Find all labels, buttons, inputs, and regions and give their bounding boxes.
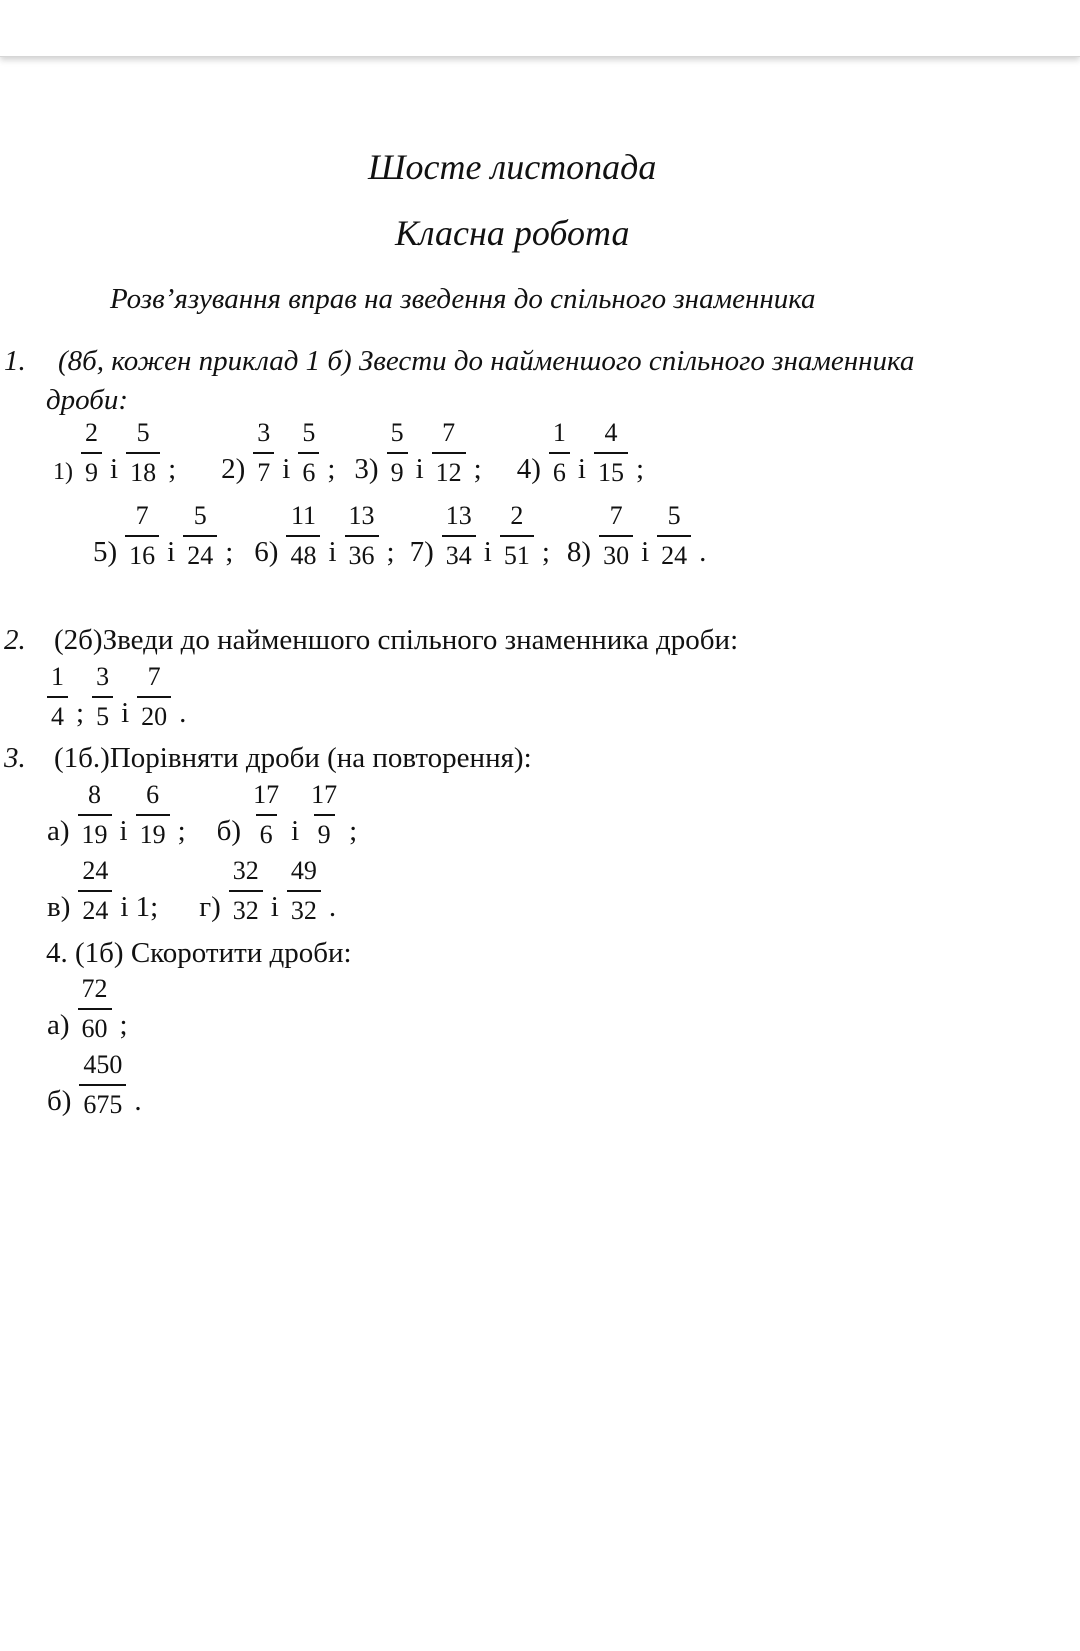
denominator: 24 bbox=[183, 535, 217, 569]
numerator: 13 bbox=[348, 501, 375, 530]
denominator: 19 bbox=[136, 814, 170, 848]
conjunction: і bbox=[577, 453, 586, 485]
denominator: 16 bbox=[125, 535, 159, 569]
numerator: 6 bbox=[146, 780, 160, 809]
task2-row bbox=[44, 664, 191, 730]
item-label: а) bbox=[47, 815, 70, 847]
conjunction: і bbox=[119, 815, 128, 847]
item-label: б) bbox=[216, 815, 242, 847]
numerator: 32 bbox=[232, 856, 259, 885]
task1-row2 bbox=[88, 503, 711, 569]
topic-heading: Розв’язування вправ на зведення до спільного знаменника bbox=[110, 283, 816, 315]
conjunction: і bbox=[110, 453, 119, 485]
fraction bbox=[78, 858, 112, 924]
denominator: 20 bbox=[137, 696, 171, 730]
conjunction: і bbox=[270, 891, 279, 923]
denominator: 5 bbox=[92, 696, 113, 730]
conjunction: і bbox=[291, 815, 300, 847]
task1-row1 bbox=[48, 420, 649, 486]
conjunction: і bbox=[328, 536, 337, 568]
numerator: 17 bbox=[311, 780, 338, 809]
numerator: 13 bbox=[445, 501, 472, 530]
task1-text: (8б, кожен приклад 1 б) Звести до найменшого спільного знаменника bbox=[58, 345, 915, 377]
separator: ; bbox=[349, 815, 358, 847]
numerator: 2 bbox=[85, 418, 98, 447]
separator: . bbox=[134, 1085, 142, 1117]
denominator: 60 bbox=[78, 1008, 112, 1042]
numerator: 4 bbox=[604, 418, 618, 447]
separator: ; bbox=[635, 453, 645, 485]
separator: ; bbox=[541, 536, 550, 568]
separator: ; bbox=[76, 697, 85, 729]
item-label: 1) bbox=[53, 459, 73, 485]
separator: . bbox=[179, 697, 187, 729]
fraction bbox=[253, 420, 274, 486]
denominator: 6 bbox=[256, 814, 277, 848]
item-label: 3) bbox=[354, 453, 379, 485]
fraction bbox=[78, 782, 112, 848]
numerator: 11 bbox=[290, 501, 316, 530]
denominator: 12 bbox=[432, 452, 466, 486]
numerator: 5 bbox=[136, 418, 150, 447]
denominator: 18 bbox=[126, 452, 160, 486]
fraction bbox=[345, 503, 379, 569]
fraction bbox=[286, 503, 320, 569]
separator: ; bbox=[177, 815, 186, 847]
task3-row1 bbox=[42, 782, 362, 848]
separator: ; bbox=[473, 453, 482, 485]
numerator: 5 bbox=[390, 418, 404, 447]
denominator: 48 bbox=[286, 535, 320, 569]
task3-row2 bbox=[42, 858, 341, 924]
numerator: 1 bbox=[552, 418, 566, 447]
fraction bbox=[442, 503, 476, 569]
item-label: а) bbox=[47, 1009, 70, 1041]
fraction bbox=[81, 420, 102, 486]
denominator: 675 bbox=[79, 1084, 126, 1118]
work-type-heading: Класна робота bbox=[395, 213, 630, 253]
fraction bbox=[500, 503, 534, 569]
numerator: 7 bbox=[609, 501, 623, 530]
fraction bbox=[298, 420, 319, 486]
conjunction: і bbox=[415, 453, 424, 485]
comparison-tail: і 1; bbox=[120, 891, 159, 923]
numerator: 7 bbox=[147, 662, 161, 691]
numerator: 17 bbox=[253, 780, 280, 809]
task4-text: 4. (1б) Скоротити дроби: bbox=[46, 937, 352, 969]
denominator: 19 bbox=[78, 814, 112, 848]
fraction bbox=[307, 782, 341, 848]
conjunction: і bbox=[121, 697, 130, 729]
denominator: 9 bbox=[81, 452, 102, 486]
task4-row2 bbox=[42, 1052, 147, 1118]
fraction bbox=[47, 664, 68, 730]
denominator: 4 bbox=[47, 696, 68, 730]
numerator: 3 bbox=[96, 662, 110, 691]
item-label: 5) bbox=[93, 536, 118, 568]
item-label: г) bbox=[199, 891, 221, 923]
fraction bbox=[78, 976, 112, 1042]
conjunction: і bbox=[641, 536, 650, 568]
denominator: 32 bbox=[229, 890, 263, 924]
fraction bbox=[126, 420, 160, 486]
denominator: 51 bbox=[500, 535, 534, 569]
numerator: 49 bbox=[290, 856, 317, 885]
conjunction: і bbox=[167, 536, 176, 568]
top-page-edge bbox=[0, 0, 1080, 57]
task1-text-cont: дроби: bbox=[46, 384, 129, 416]
task3-number: 3. bbox=[4, 742, 26, 774]
item-label: 8) bbox=[566, 536, 592, 568]
numerator: 5 bbox=[302, 418, 316, 447]
fraction bbox=[229, 858, 263, 924]
conjunction: і bbox=[483, 536, 492, 568]
numerator: 8 bbox=[88, 780, 102, 809]
numerator: 24 bbox=[82, 856, 109, 885]
numerator: 2 bbox=[510, 501, 524, 530]
denominator: 6 bbox=[549, 452, 570, 486]
separator: ; bbox=[386, 536, 395, 568]
fraction bbox=[657, 503, 691, 569]
separator: . bbox=[699, 536, 707, 568]
denominator: 30 bbox=[599, 535, 633, 569]
numerator: 450 bbox=[83, 1050, 123, 1079]
fraction bbox=[387, 420, 408, 486]
fraction bbox=[183, 503, 217, 569]
task3-text: (1б.)Порівняти дроби (на повторення): bbox=[54, 742, 532, 774]
fraction bbox=[137, 664, 171, 730]
denominator: 24 bbox=[78, 890, 112, 924]
fraction bbox=[432, 420, 466, 486]
item-label: б) bbox=[47, 1085, 72, 1117]
denominator: 7 bbox=[253, 452, 274, 486]
denominator: 32 bbox=[287, 890, 321, 924]
numerator: 7 bbox=[135, 501, 149, 530]
numerator: 7 bbox=[442, 418, 456, 447]
fraction bbox=[599, 503, 633, 569]
task2-text: (2б)Зведи до найменшого спільного знаменника дроби: bbox=[54, 624, 739, 656]
fraction bbox=[287, 858, 321, 924]
separator: . bbox=[328, 891, 337, 923]
fraction bbox=[594, 420, 628, 486]
numerator: 1 bbox=[51, 662, 64, 691]
denominator: 9 bbox=[314, 814, 335, 848]
fraction bbox=[92, 664, 113, 730]
separator: ; bbox=[119, 1009, 128, 1041]
item-label: 6) bbox=[254, 536, 279, 568]
numerator: 72 bbox=[81, 974, 108, 1003]
date-heading: Шосте листопада bbox=[368, 147, 657, 187]
task1-number: 1. bbox=[4, 345, 26, 377]
numerator: 3 bbox=[257, 418, 271, 447]
numerator: 5 bbox=[667, 501, 681, 530]
fraction bbox=[549, 420, 570, 486]
fraction bbox=[79, 1052, 126, 1118]
item-label: 2) bbox=[221, 453, 246, 485]
fraction bbox=[125, 503, 159, 569]
denominator: 36 bbox=[345, 535, 379, 569]
denominator: 15 bbox=[594, 452, 628, 486]
task4-row1 bbox=[42, 976, 133, 1042]
separator: ; bbox=[168, 453, 177, 485]
fraction bbox=[136, 782, 170, 848]
item-label: 4) bbox=[516, 453, 541, 485]
item-label: 7) bbox=[409, 536, 434, 568]
separator: ; bbox=[225, 536, 234, 568]
denominator: 24 bbox=[657, 535, 691, 569]
task2-number: 2. bbox=[4, 624, 26, 656]
denominator: 9 bbox=[387, 452, 408, 486]
separator: ; bbox=[327, 453, 336, 485]
item-label: в) bbox=[47, 891, 71, 923]
denominator: 34 bbox=[442, 535, 476, 569]
denominator: 6 bbox=[298, 452, 319, 486]
fraction bbox=[249, 782, 283, 848]
conjunction: і bbox=[282, 453, 291, 485]
numerator: 5 bbox=[193, 501, 207, 530]
